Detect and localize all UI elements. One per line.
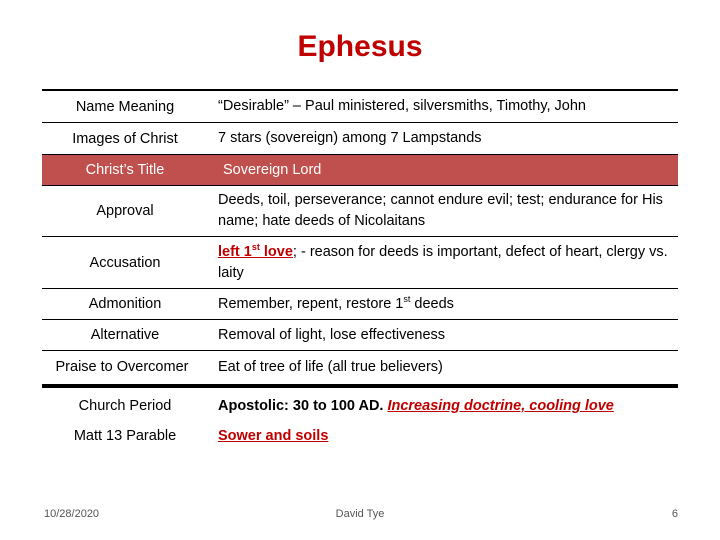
row-value: Deeds, toil, perseverance; cannot endure evil; test; endurance for His name; hate deeds of Nicolaitans — [218, 192, 663, 229]
table-row-images — [42, 122, 678, 154]
parable-row — [42, 424, 678, 448]
table-row-approval — [42, 185, 678, 236]
footer-date: 10/28/2020 — [44, 508, 100, 520]
row-label: Alternative — [90, 327, 160, 343]
row-value: Sovereign Lord — [223, 161, 322, 178]
table-row-alternative — [42, 319, 678, 350]
row-value: left 1st love; - reason for deeds is important, defect of heart, clergy vs. laity — [218, 241, 668, 281]
row-value: Apostolic: 30 to 100 AD. Increasing doctrine, cooling love — [218, 397, 614, 414]
row-value: Eat of tree of life (all true believers) — [218, 358, 443, 375]
info-table — [42, 89, 678, 383]
table-row-praise — [42, 350, 678, 383]
row-value: “Desirable” – Paul ministered, silversmiths, Timothy, John — [218, 98, 586, 114]
left-first-love-text: left 1st love — [218, 241, 293, 260]
row-value: Remember, repent, restore 1st deeds — [218, 293, 454, 312]
sower-soils-text: Sower and soils — [218, 427, 329, 444]
footer-author: David Tye — [335, 508, 385, 520]
row-value: Removal of light, lose effectiveness — [218, 326, 446, 343]
row-label: Images of Christ — [72, 130, 178, 147]
row-value — [218, 424, 672, 448]
row-label: Approval — [96, 203, 154, 219]
table-row-admonition — [42, 288, 678, 319]
row-label: Accusation — [89, 254, 161, 271]
row-label: Name Meaning — [75, 98, 175, 115]
cooling-love-text: Increasing doctrine, cooling love — [387, 397, 614, 414]
row-label: Christ’s Title — [85, 162, 165, 178]
row-value: 7 stars (sovereign) among 7 Lampstands — [218, 130, 482, 146]
row-label: Admonition — [88, 296, 162, 312]
row-label: Church Period — [78, 398, 172, 414]
page-number: 6 — [671, 508, 678, 520]
table-row-name-meaning — [42, 89, 678, 122]
table-row-title-highlighted — [42, 154, 678, 185]
row-label: Matt 13 Parable — [73, 428, 177, 444]
row-label: Praise to Overcomer — [55, 359, 189, 375]
table-row-accusation — [42, 236, 678, 288]
divider — [42, 384, 678, 388]
church-period-row — [42, 394, 678, 418]
slide-title: Ephesus — [297, 30, 423, 63]
